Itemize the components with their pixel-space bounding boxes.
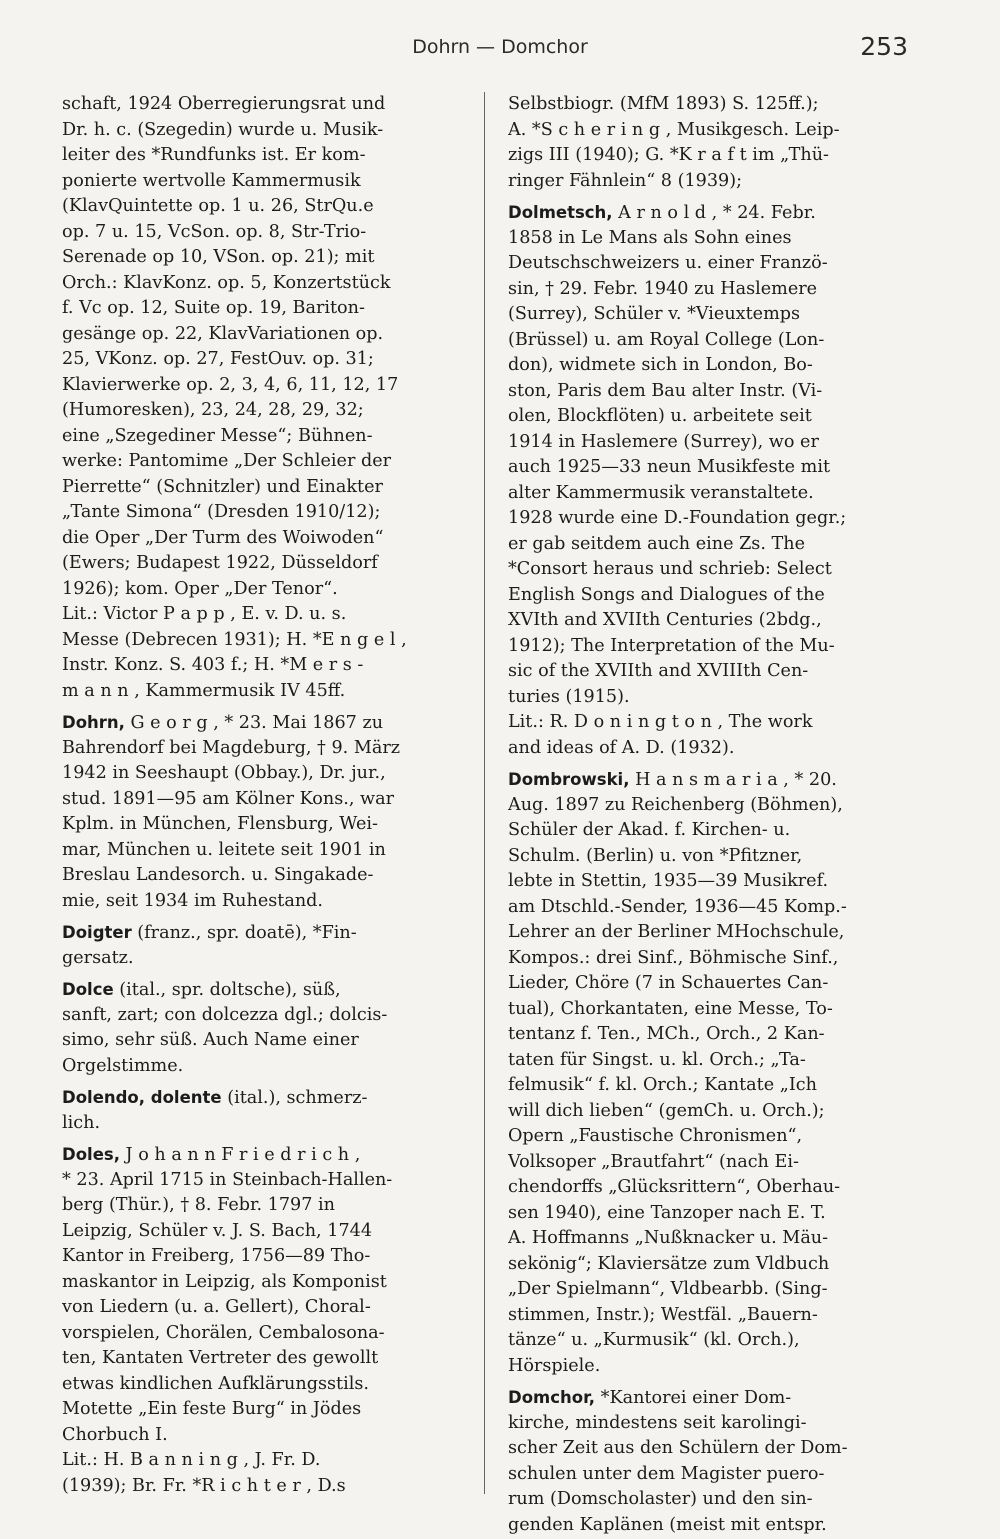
text-line: Doigter (franz., spr. doatē), *Fin- [62, 923, 357, 943]
text-line: Lit.: H. B a n n i n g , J. Fr. D. [62, 1450, 321, 1470]
text-line: Leipzig, Schüler v. J. S. Bach, 1744 [62, 1220, 373, 1241]
text-line: Orgelstimme. [62, 1055, 184, 1076]
text-line: kirche, mindestens seit karolingi- [508, 1412, 807, 1433]
text-line: Messe (Debrecen 1931); H. *E n g e l , [62, 629, 407, 650]
text-line: die Oper „Der Turm des Woiwoden“ [62, 527, 384, 548]
text-line: Dohrn, G e o r g , * 23. Mai 1867 zu [62, 713, 384, 733]
text-line: genden Kaplänen (meist mit entspr. [508, 1514, 827, 1535]
text-line: mar, München u. leitete seit 1901 in [62, 839, 386, 860]
entry-headword: Dolendo, dolente [62, 1088, 222, 1107]
text-line: ponierte wertvolle Kammermusik [62, 170, 361, 191]
text-line: rum (Domscholaster) und den sin- [508, 1489, 813, 1509]
text-line: berg (Thür.), † 8. Febr. 1797 in [62, 1195, 335, 1215]
text-line: tual), Chorkantaten, eine Messe, To- [508, 998, 833, 1019]
text-line: Instr. Konz. S. 403 f.; H. *M e r s - [62, 655, 364, 675]
text-line: Dolce (ital., spr. doltsche), süß, [62, 980, 341, 1000]
text-line: Klavierwerke op. 2, 3, 4, 6, 11, 12, 17 [62, 374, 399, 395]
text-line: Deutschschweizers u. einer Franzö- [508, 253, 828, 273]
text-line: leiter des *Rundfunks ist. Er kom- [62, 145, 366, 165]
text-line: 1942 in Seeshaupt (Obbay.), Dr. jur., [62, 763, 386, 783]
text-line: (Ewers; Budapest 1922, Düsseldorf [62, 553, 378, 573]
text-line: Lit.: R. D o n i n g t o n , The work [508, 712, 813, 732]
column-divider [484, 92, 485, 1494]
text-line: *Consort heraus und schrieb: Select [508, 559, 832, 579]
entry-headword: Doigter [62, 923, 132, 942]
text-line: and ideas of A. D. (1932). [508, 737, 735, 758]
text-line: alter Kammermusik veranstaltete. [508, 482, 814, 503]
text-line: auch 1925—33 neun Musikfeste mit [508, 457, 831, 477]
text-line: tentanz f. Ten., MCh., Orch., 2 Kan- [508, 1024, 825, 1044]
text-line: ringer Fähnlein“ 8 (1939); [508, 170, 743, 191]
page-header [0, 30, 1000, 70]
text-line: stud. 1891—95 am Kölner Kons., war [62, 788, 394, 809]
text-line: sanft, zart; con dolcezza dgl.; dolcis- [62, 1004, 388, 1025]
text-line: vorspielen, Chorälen, Cembalosona- [62, 1322, 385, 1343]
text-line: 1912); The Interpretation of the Mu- [508, 635, 835, 656]
text-line: „Der Spielmann“, Vldbearbb. (Sing- [508, 1279, 828, 1299]
text-line: lich. [62, 1112, 101, 1133]
text-line: chendorffs „Glücksrittern“, Oberhau- [508, 1177, 841, 1197]
text-line: Aug. 1897 zu Reichenberg (Böhmen), [508, 794, 843, 815]
text-line: 25, VKonz. op. 27, FestOuv. op. 31; [62, 349, 374, 369]
text-line: Kompos.: drei Sinf., Böhmische Sinf., [508, 947, 839, 968]
text-line: taten für Singst. u. kl. Orch.; „Ta- [508, 1049, 806, 1070]
text-line: eine „Szegediner Messe“; Bühnen- [62, 425, 373, 446]
text-line: werke: Pantomime „Der Schleier der [62, 451, 392, 471]
text-line: schaft, 1924 Oberregierungsrat und [62, 94, 386, 114]
text-line: Lieder, Chöre (7 in Schauertes Can- [508, 973, 829, 993]
text-line: (Brüssel) u. am Royal College (Lon- [508, 329, 825, 350]
text-line: Schulm. (Berlin) u. von *Pfitzner, [508, 845, 803, 866]
text-line: Hörspiele. [508, 1355, 601, 1376]
text-line: von Liedern (u. a. Gellert), Choral- [62, 1297, 371, 1317]
text-line: Dr. h. c. (Szegedin) wurde u. Musik- [62, 119, 384, 140]
text-line: sekönig“; Klaviersätze zum Vldbuch [508, 1253, 830, 1274]
text-line: Dolendo, dolente (ital.), schmerz- [62, 1088, 368, 1108]
page-number: 253 [860, 32, 908, 61]
text-line: A. *S c h e r i n g , Musikgesch. Leip- [508, 119, 840, 140]
text-line: f. Vc op. 12, Suite op. 19, Bariton- [62, 298, 365, 318]
text-line: Dolmetsch, A r n o l d , * 24. Febr. [508, 203, 816, 223]
text-line: Lit.: Victor P a p p , E. v. D. u. s. [62, 604, 347, 624]
text-line: 1914 in Haslemere (Surrey), wo er [508, 431, 819, 452]
text-line: zigs III (1940); G. *K r a f t im „Thü- [508, 145, 829, 165]
text-line: (Humoresken), 23, 24, 28, 29, 32; [62, 400, 364, 420]
entry-headword: Doles, [62, 1145, 120, 1164]
text-line: gesänge op. 22, KlavVariationen op. [62, 323, 384, 344]
text-line: XVIth and XVIIth Centuries (2bdg., [508, 610, 822, 630]
text-line: Bahrendorf bei Magdeburg, † 9. März [62, 737, 401, 758]
entry-headword: Domchor, [508, 1388, 596, 1407]
text-line: schulen unter dem Magister puero- [508, 1463, 825, 1484]
entry-headword: Dolmetsch, [508, 203, 613, 222]
text-line: Selbstbiogr. (MfM 1893) S. 125ff.); [508, 94, 819, 114]
text-line: Breslau Landesorch. u. Singakade- [62, 865, 374, 885]
text-line: m a n n , Kammermusik IV 45ff. [62, 680, 346, 701]
text-line: sin, † 29. Febr. 1940 zu Haslemere [508, 278, 818, 299]
text-line: 1926); kom. Oper „Der Tenor“. [62, 578, 338, 599]
text-line: scher Zeit aus den Schülern der Dom- [508, 1438, 848, 1458]
text-line: 1858 in Le Mans als Sohn eines [508, 227, 792, 248]
text-line: lebte in Stettin, 1935—39 Musikref. [508, 871, 829, 891]
text-line: etwas kindlichen Aufklärungsstils. [62, 1373, 369, 1394]
text-line: Orch.: KlavKonz. op. 5, Konzertstück [62, 272, 391, 293]
text-line: Kplm. in München, Flensburg, Wei- [62, 814, 378, 834]
text-line: mie, seit 1934 im Ruhestand. [62, 890, 324, 911]
text-line: Kantor in Freiberg, 1756—89 Tho- [62, 1246, 371, 1266]
text-line: simo, sehr süß. Auch Name einer [62, 1030, 359, 1050]
text-line: am Dtschld.-Sender, 1936—45 Komp.- [508, 896, 847, 917]
text-line: Doles, J o h a n n F r i e d r i c h , [62, 1145, 361, 1165]
text-line: Serenade op 10, VSon. op. 21); mit [62, 247, 375, 267]
text-line: Motette „Ein feste Burg“ in Jödes [62, 1399, 362, 1419]
text-line: Volksoper „Brautfahrt“ (nach Ei- [508, 1151, 799, 1172]
text-line: ston, Paris dem Bau alter Instr. (Vi- [508, 380, 823, 401]
entry-headword: Dolce [62, 980, 114, 999]
text-line: (1939); Br. Fr. *R i c h t e r , D.s [62, 1475, 346, 1496]
text-line: 1928 wurde eine D.-Foundation gegr.; [508, 508, 847, 528]
text-line: op. 7 u. 15, VcSon. op. 8, Str-Trio- [62, 221, 367, 242]
text-line: English Songs and Dialogues of the [508, 584, 825, 605]
text-line: (KlavQuintette op. 1 u. 26, StrQu.e [62, 196, 374, 216]
running-title: Dohrn — Domchor [412, 36, 588, 58]
text-line: felmusik“ f. kl. Orch.; Kantate „Ich [508, 1075, 817, 1095]
text-line: don), widmete sich in London, Bo- [508, 355, 813, 375]
text-line: tänze“ u. „Kurmusik“ (kl. Orch.), [508, 1330, 800, 1350]
entry-headword: Dohrn, [62, 713, 125, 732]
text-line: * 23. April 1715 in Steinbach-Hallen- [62, 1169, 393, 1190]
text-line: sen 1940), eine Tanzoper nach E. T. [508, 1202, 826, 1223]
right-column [508, 92, 938, 1538]
text-line: er gab seitdem auch eine Zs. The [508, 533, 805, 554]
text-line: A. Hoffmanns „Nußknacker u. Mäu- [508, 1228, 829, 1248]
text-line: Lehrer an der Berliner MHochschule, [508, 922, 845, 942]
text-line: ten, Kantaten Vertreter des gewollt [62, 1348, 379, 1368]
text-line: (Surrey), Schüler v. *Vieuxtemps [508, 304, 801, 324]
text-line: „Tante Simona“ (Dresden 1910/12); [62, 502, 381, 522]
text-line: olen, Blockflöten) u. arbeitete seit [508, 406, 812, 426]
text-line: gersatz. [62, 947, 134, 968]
entry-headword: Dombrowski, [508, 770, 630, 789]
text-line: Opern „Faustische Chronismen“, [508, 1126, 803, 1146]
text-line: Dombrowski, H a n s m a r i a , * 20. [508, 770, 837, 790]
text-line: Pierrette“ (Schnitzler) und Einakter [62, 476, 383, 497]
text-line: stimmen, Instr.); Westfäl. „Bauern- [508, 1304, 818, 1325]
text-line: maskantor in Leipzig, als Komponist [62, 1271, 387, 1292]
left-column [62, 92, 492, 1499]
text-line: turies (1915). [508, 686, 630, 707]
text-line: Domchor, *Kantorei einer Dom- [508, 1388, 792, 1408]
text-line: will dich lieben“ (gemCh. u. Orch.); [508, 1100, 825, 1121]
text-line: sic of the XVIIth and XVIIIth Cen- [508, 661, 809, 681]
text-line: Schüler der Akad. f. Kirchen- u. [508, 820, 791, 840]
text-line: Chorbuch I. [62, 1424, 168, 1445]
